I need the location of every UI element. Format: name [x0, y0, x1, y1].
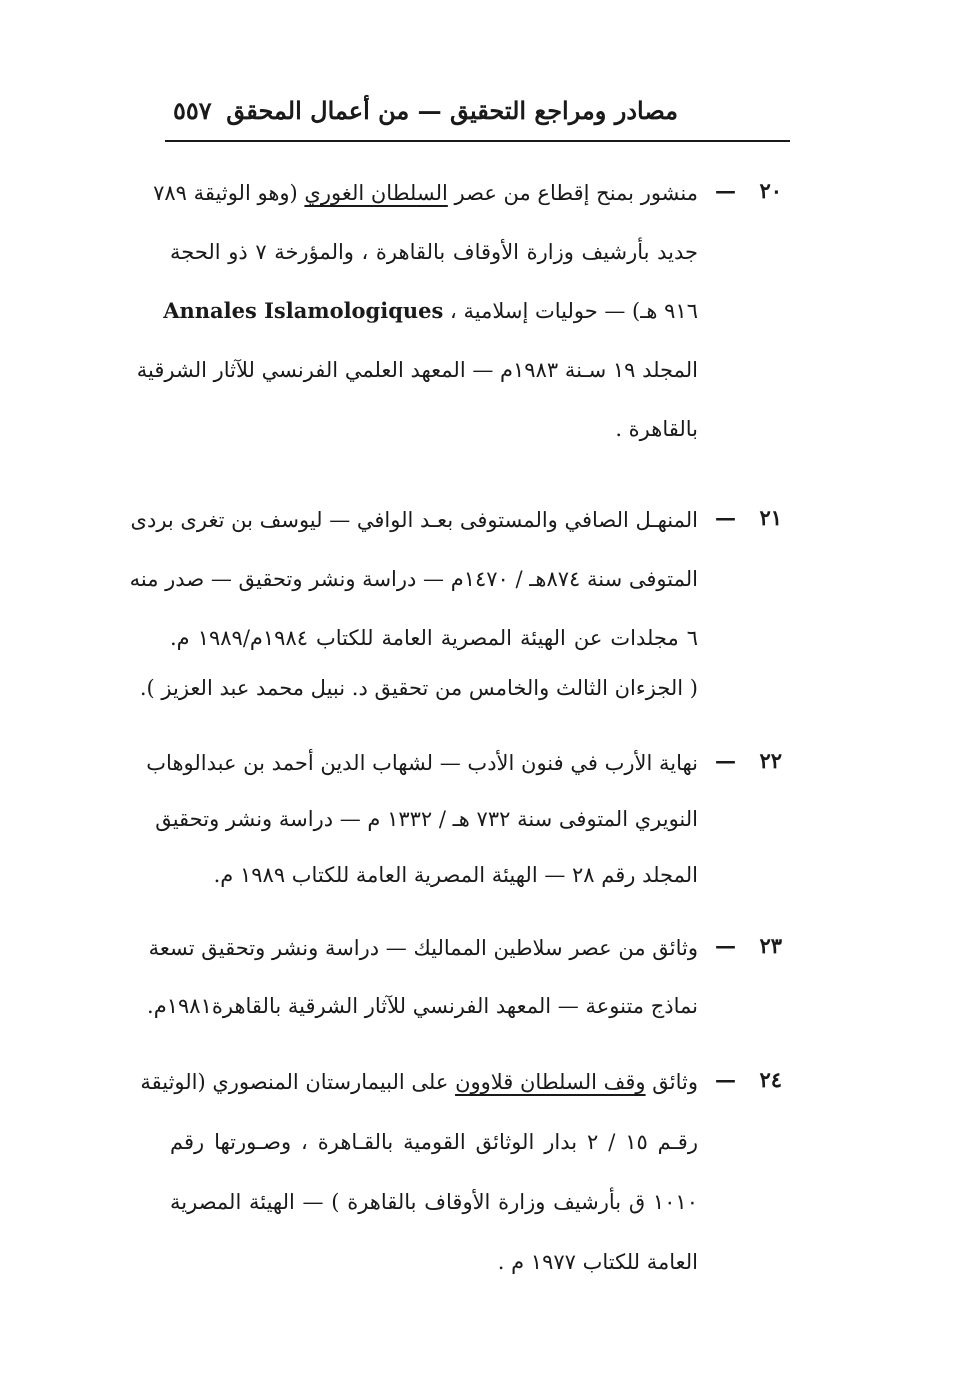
header-rule [165, 140, 790, 142]
entry-line: المتوفى سنة ٨٧٤هـ / ١٤٧٠م — دراسة ونشر وتحقيق — صدر منه [129, 567, 698, 591]
entry-text [136, 178, 699, 473]
entry-line: ٦ مجلدات عن الهيئة المصرية العامة للكتاب ١٩٨٤م/١٩٨٩ م. [170, 626, 699, 650]
entry-line: وثائق من عصر سلاطين المماليك — دراسة ونشر وتحقيق تسعة [148, 936, 698, 960]
line-text-before: وثائق [645, 1070, 698, 1094]
entry-line: نهاية الأرب في فنون الأدب — لشهاب الدين أحمد بن عبدالوهاب [146, 751, 698, 775]
running-header [165, 92, 790, 132]
entry-dash: — [715, 178, 736, 203]
entry-line: النويري المتوفى سنة ٧٣٢ هـ / ١٣٣٢ م — دراسة ونشر وتحقيق [155, 807, 698, 831]
line-text-before: ٩١٦ هـ) — حوليات إسلامية ، [443, 299, 698, 323]
entry-line: ١٠١٠ ق بأرشيف وزارة الأوقاف بالقاهرة ) — الهيئة المصرية [170, 1190, 698, 1214]
line-text-before: منشور بمنح إقطاع من عصر [447, 181, 698, 205]
entry-text [140, 1067, 698, 1307]
entry-text [146, 748, 698, 916]
entry-text [129, 505, 699, 732]
entry-number: ٢١ [759, 505, 782, 530]
line-text-after: (وهو الوثيقة ٧٨٩ [153, 181, 305, 205]
entry-line: العامة للكتاب ١٩٧٧ م . [497, 1250, 698, 1274]
entry-line: رقـم ١٥ / ٢ بدار الوثائق القومية بالقـاهرة ، وصـورتها رقم [170, 1130, 698, 1154]
page-number: ٥٥٧ [173, 96, 212, 125]
entry-dash: — [715, 748, 736, 773]
entry-line: المجلد رقم ٢٨ — الهيئة المصرية العامة للكتاب ١٩٨٩ م. [213, 863, 698, 887]
entry-line [140, 1067, 698, 1127]
entry-line: بالقاهرة . [615, 417, 698, 441]
entry-number: ٢٢ [759, 748, 782, 773]
entry-line: جديد بأرشيف وزارة الأوقاف بالقاهرة ، والمؤرخة ٧ ذو الحجة [170, 240, 699, 264]
entry-line [153, 178, 698, 237]
entry-number: ٢٠ [759, 178, 782, 203]
entry-number: ٢٣ [759, 933, 782, 958]
entry-line: المجلد ١٩ سـنة ١٩٨٣م — المعهد العلمي الفرنسي للآثار الشرقية [136, 358, 698, 382]
header-title: مصادر ومراجع التحقيق — من أعمال المحقق [226, 96, 678, 125]
line-text-after: على البيمارستان المنصوري (الوثيقة [140, 1070, 456, 1094]
entry-dash: — [715, 1067, 736, 1092]
entry-dash: — [715, 505, 736, 530]
entry-number: ٢٤ [759, 1067, 782, 1092]
entry-line: نماذج متنوعة — المعهد الفرنسي للآثار الشرقية بالقاهرة١٩٨١م. [147, 994, 698, 1018]
underlined-text: وقف السلطان قلاوون [455, 1070, 646, 1094]
entry-text [147, 933, 698, 1049]
entry-line: ( الجزءان الثالث والخامس من تحقيق د. نبيل محمد عبد العزيز ). [139, 676, 698, 700]
latin-title: Annales Islamologiques [163, 298, 444, 323]
entry-line: المنهـل الصافي والمستوفى بعـد الوافي — ليوسف بن تغرى بردى [130, 508, 698, 532]
entry-dash: — [715, 933, 736, 958]
underlined-text: السلطان الغوري [304, 181, 448, 205]
entry-line [163, 296, 698, 355]
